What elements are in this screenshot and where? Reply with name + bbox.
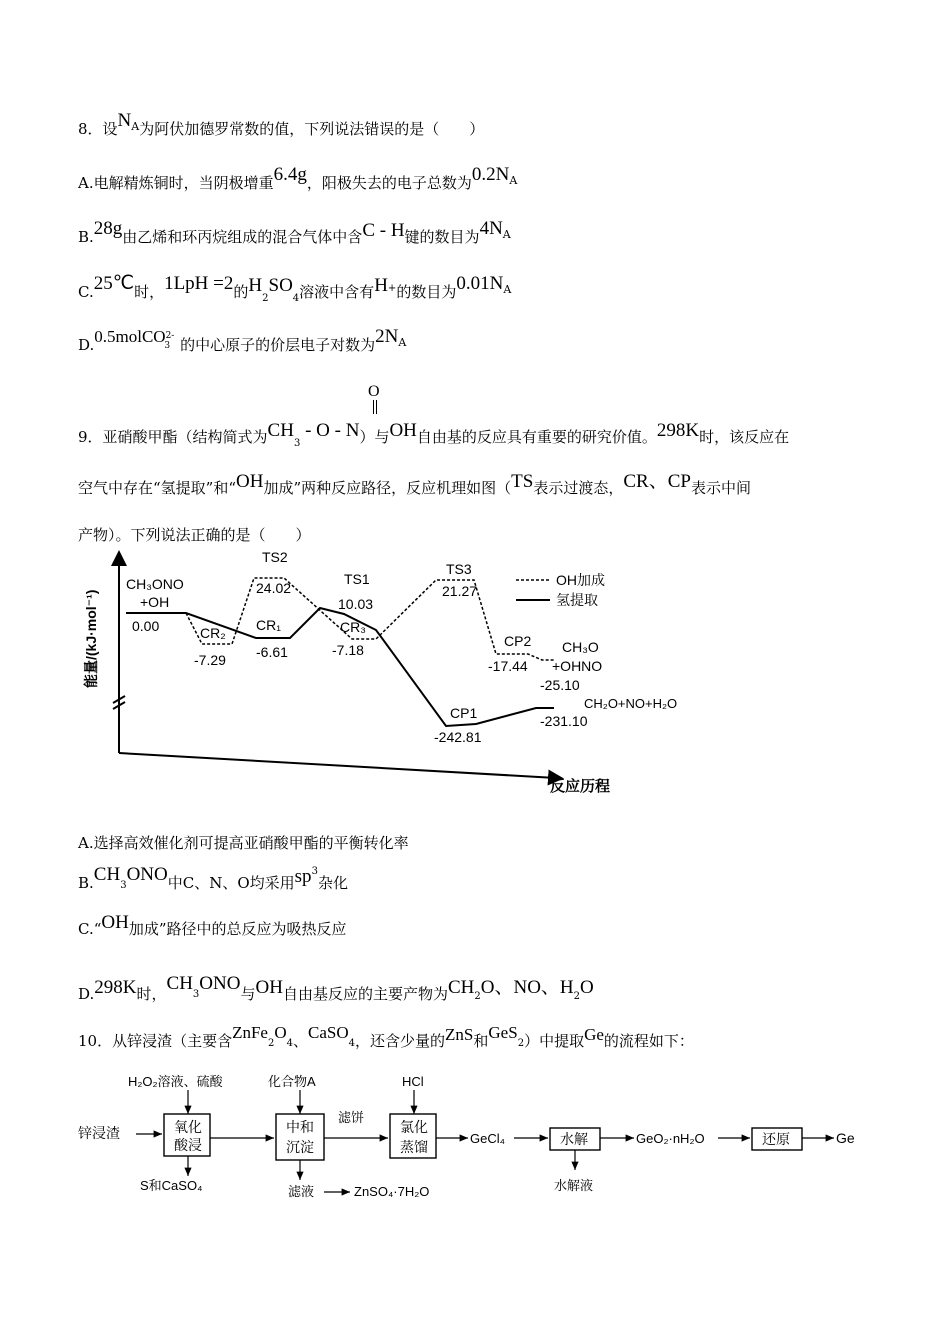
q9-double-bond	[373, 400, 377, 414]
label-cr3: CR₃	[340, 619, 366, 635]
flow-reagent2: 化合物A	[268, 1074, 316, 1089]
value-ts3: 21.27	[442, 583, 478, 599]
flow-gecl4: GeCl₄	[470, 1131, 505, 1146]
q8-option-c: C.25℃时，1LpH =2的$H_2SO_4$溶液中含有H+的数目为$0.01N^A$	[78, 273, 512, 304]
flow-feed: 锌浸渣	[78, 1125, 120, 1141]
value-ch3o-ohno: -25.10	[540, 677, 580, 693]
flow-geo2: GeO₂·nH₂O	[636, 1131, 705, 1146]
label-final-products: CH₂O+NO+H₂O	[584, 696, 678, 711]
q9-stem-line1: 9．亚硝酸甲酯（结构简式为$CH_3$ - O - N）与OH自由基的反应具有重要的研究价值。298K时，该反应在	[78, 420, 790, 449]
label-ts3: TS3	[446, 561, 472, 577]
q9-formula-o: O	[368, 383, 380, 400]
y-axis-label: 能量/(kJ·mol⁻¹)	[83, 589, 99, 688]
value-cp2: -17.44	[488, 658, 528, 674]
label-plus-oh: +OH	[140, 594, 170, 610]
energy-diagram	[76, 548, 678, 798]
flow-reagent1: H₂O₂溶液、硫酸	[128, 1074, 223, 1089]
value-ts1: 10.03	[338, 596, 374, 612]
q9-stem-line3: 产物）。下列说法正确的是（ ）	[78, 526, 311, 544]
box5-label: 还原	[762, 1131, 790, 1147]
label-ts2: TS2	[262, 549, 288, 565]
label-ts1: TS1	[344, 571, 370, 587]
label-cr1: CR₁	[256, 617, 281, 633]
box2-line1: 中和	[286, 1119, 314, 1135]
label-plus-ohno: +OHNO	[552, 658, 603, 674]
label-ch3o: CH₃O	[562, 639, 599, 655]
flow-reagent3: HCl	[402, 1074, 424, 1089]
legend-h-abstraction: 氢提取	[556, 592, 598, 608]
q8-option-d: D.0.5molCO$^{2-}$3 的中心原子的价层电子对数为$2N^A$	[78, 326, 407, 354]
value-cr3: -7.18	[332, 642, 364, 658]
flow-filtrate-product: ZnSO₄·7H₂O	[354, 1184, 430, 1199]
flow-hydrolysate: 水解液	[554, 1178, 594, 1193]
label-ch3ono: CH₃ONO	[126, 576, 184, 592]
box4-label: 水解	[560, 1131, 588, 1147]
value-cr1: -6.61	[256, 644, 288, 660]
q9-option-b: $B.CH_3ONO$中C、N、O均采用$sp^3$杂化	[78, 864, 348, 892]
q8-option-b: B.28g由乙烯和环丙烷组成的混合气体中含C - H键的数目为$4N^A$	[78, 218, 511, 246]
x-axis	[119, 753, 556, 778]
oh-addition-path	[186, 578, 554, 660]
label-cr2: CR₂	[200, 625, 226, 641]
process-flowchart	[78, 1066, 868, 1206]
label-cp2: CP2	[504, 633, 532, 649]
box3-line2: 蒸馏	[400, 1139, 428, 1155]
flow-filter-cake: 滤饼	[338, 1110, 365, 1125]
flow-filtrate: 滤液	[288, 1184, 315, 1199]
box1-line1: 氧化	[174, 1119, 202, 1135]
q9-stem-line2: 空气中存在“氢提取”和“OH加成”两种反应路径，反应机理如图（TS表示过渡态，CR、CP表示中间	[78, 471, 751, 497]
q9-option-c: C.“OH加成”路径中的总反应为吸热反应	[78, 912, 347, 938]
value-cp1: -242.81	[434, 729, 482, 745]
q10-stem: 10．从锌浸渣（主要含$ZnFe_2O_4$、CaSO$_4$，还含少量的ZnS和GeS$_2$）中提取Ge的流程如下：	[78, 1023, 694, 1050]
q9-option-a: A.选择高效催化剂可提高亚硝酸甲酯的平衡转化率	[78, 834, 409, 852]
q9-option-d: D.298K时，$CH_3ONO$与OH自由基反应的主要产物为$CH_2O$、NO、$H_2O$	[78, 973, 594, 1003]
box3-line1: 氯化	[400, 1119, 428, 1135]
box1-line2: 酸浸	[174, 1137, 202, 1153]
box2-line2: 沉淀	[286, 1139, 314, 1155]
q8-stem: 8．设$N^A$为阿伏加德罗常数的值，下列说法错误的是（ ）	[78, 110, 485, 138]
q8-option-a: A.电解精炼铜时，当阴极增重6.4g，阳极失去的电子总数为$0.2N^A$	[78, 164, 518, 192]
value-ts2: 24.02	[256, 580, 292, 596]
x-axis-label: 反应历程	[550, 778, 611, 795]
flow-product: Ge	[836, 1130, 855, 1146]
value-final-products: -231.10	[540, 713, 588, 729]
legend-oh-addition: OH加成	[556, 572, 605, 588]
flow-out1: S和CaSO₄	[140, 1178, 203, 1193]
label-cp1: CP1	[450, 705, 478, 721]
value-start: 0.00	[132, 618, 160, 634]
value-cr2: -7.29	[194, 652, 226, 668]
